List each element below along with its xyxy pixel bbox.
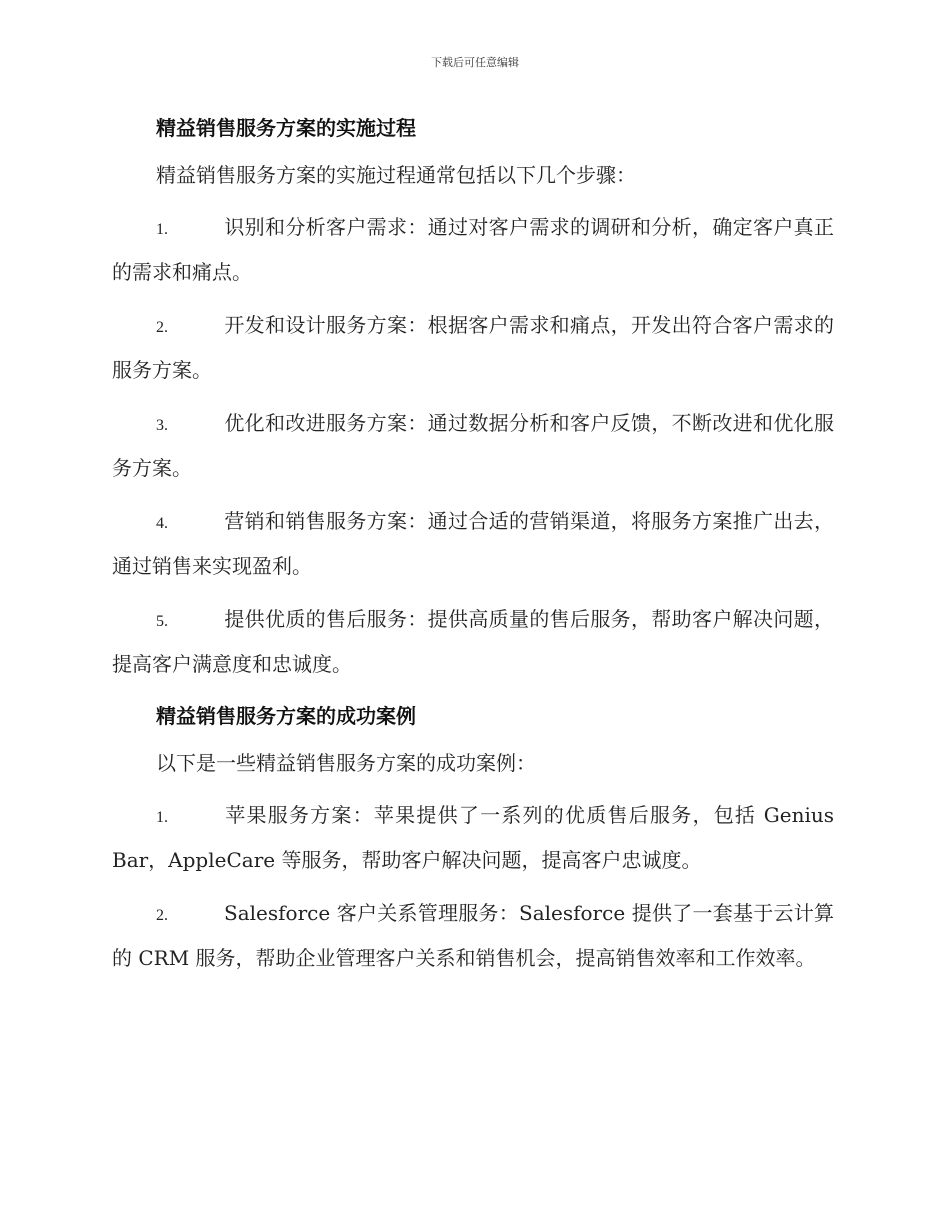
list-item-text: 识别和分析客户需求：通过对客户需求的调研和分析，确定客户真正的需求和痛点。 (112, 215, 834, 284)
list-item-text: 营销和销售服务方案：通过合适的营销渠道，将服务方案推广出去，通过销售来实现盈利。 (112, 509, 834, 578)
list-item-number: 2. (156, 907, 168, 924)
list-item-text: Salesforce 客户关系管理服务：Salesforce 提供了一套基于云计算的 CRM 服务，帮助企业管理客户关系和销售机会，提高销售效率和工作效率。 (112, 901, 834, 970)
section-heading-success-cases: 精益销售服务方案的成功案例 (156, 704, 416, 728)
list-item-number: 1. (156, 221, 168, 238)
list-item-number: 1. (156, 809, 168, 826)
list-item-number: 4. (156, 515, 168, 532)
section-intro-implementation: 精益销售服务方案的实施过程通常包括以下几个步骤： (156, 163, 636, 187)
list-item-number: 5. (156, 613, 168, 630)
list-item-number: 3. (156, 417, 168, 434)
header-note: 下载后可任意编辑 (431, 56, 519, 69)
list-item (112, 794, 834, 882)
list-item (112, 304, 834, 392)
list-item (112, 500, 834, 588)
list-item (112, 402, 834, 490)
list-item (112, 206, 834, 294)
list-item-text: 提供优质的售后服务：提供高质量的售后服务，帮助客户解决问题，提高客户满意度和忠诚度。 (112, 607, 834, 676)
list-item-number: 2. (156, 319, 168, 336)
list-item-text: 开发和设计服务方案：根据客户需求和痛点，开发出符合客户需求的服务方案。 (112, 313, 834, 382)
document-body (112, 112, 834, 980)
list-item-text: 苹果服务方案：苹果提供了一系列的优质售后服务，包括 Genius Bar，AppleCare 等服务，帮助客户解决问题，提高客户忠诚度。 (112, 803, 834, 872)
section-intro-success-cases: 以下是一些精益销售服务方案的成功案例： (156, 751, 536, 775)
section-heading-implementation: 精益销售服务方案的实施过程 (156, 116, 416, 140)
list-item (112, 892, 834, 980)
list-item-text: 优化和改进服务方案：通过数据分析和客户反馈，不断改进和优化服务方案。 (112, 411, 834, 480)
list-item (112, 598, 834, 686)
